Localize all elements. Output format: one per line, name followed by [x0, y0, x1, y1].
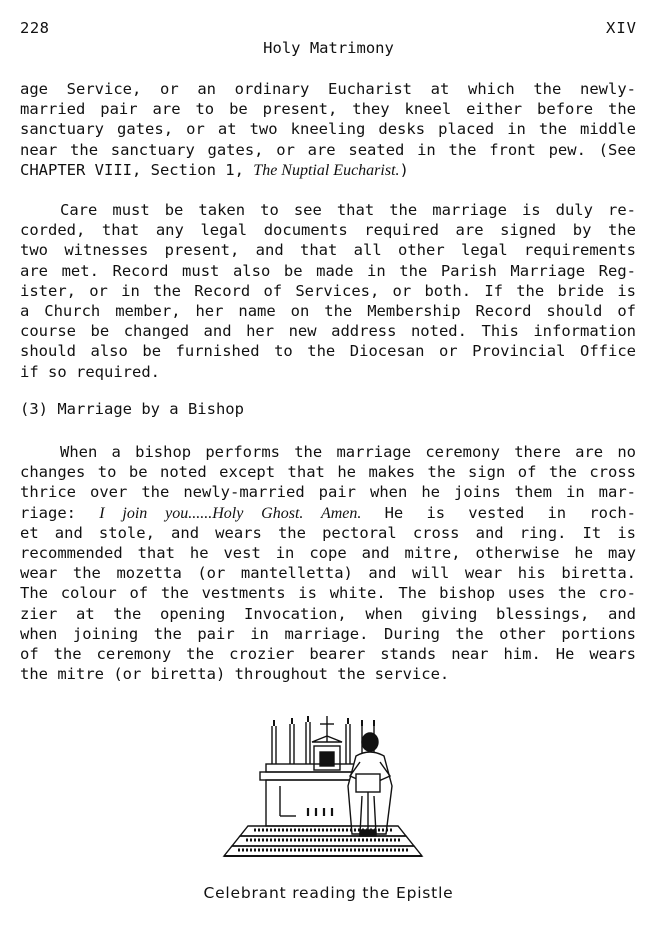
- text-run: CHAPTER VIII, Section 1,: [20, 160, 254, 179]
- text-line: Care must be taken to see that the marriage is duly re-: [60, 201, 636, 219]
- page-number: 228: [20, 19, 50, 37]
- paragraph-records: [20, 200, 636, 382]
- text-line: corded, that any legal documents required are signed by the: [20, 221, 636, 240]
- text-line: et and stole, and wears the pectoral cross and ring. It is: [20, 523, 636, 542]
- text-line: changes to be noted except that he makes the sign of the cross: [20, 463, 636, 482]
- text-line: [20, 160, 636, 180]
- text-run: ): [399, 160, 409, 179]
- text-line: are met. Record must also be made in the Parish Marriage Reg-: [20, 261, 636, 280]
- text-run: He is vested in roch-: [361, 503, 636, 522]
- text-line: recommended that he vest in cope and mitre, otherwise he may: [20, 543, 636, 562]
- celebrant-figure: [348, 733, 392, 836]
- altar-illustration: [210, 712, 440, 867]
- text-line: if so required.: [20, 362, 160, 381]
- text-line: age Service, or an ordinary Eucharist at which the newly-: [20, 80, 636, 98]
- text-line: course be changed and her new address noted. This information: [20, 322, 636, 341]
- text-run: riage:: [20, 503, 100, 522]
- text-line: the mitre (or biretta) throughout the service.: [20, 665, 450, 684]
- altar-steps: [224, 826, 422, 856]
- text-line: thrice over the newly-married pair when he joins them in mar-: [20, 483, 636, 502]
- text-line: of the ceremony the crozier bearer stands near him. He wears: [20, 644, 636, 663]
- text-line: [20, 503, 636, 523]
- running-title: Holy Matrimony: [263, 39, 394, 57]
- text-line: married pair are to be present, they kneel either before the: [20, 100, 636, 119]
- italic-formula: I join you......Holy Ghost. Amen.: [99, 504, 362, 522]
- text-line: when joining the pair in marriage. During the other portions: [20, 624, 636, 643]
- section-heading: (3) Marriage by a Bishop: [20, 400, 244, 418]
- crucifix: [312, 716, 342, 742]
- text-line: wear the mozetta (or mantelletta) and will wear his biretta.: [20, 564, 636, 583]
- text-line: a Church member, her name on the Membership Record should of: [20, 301, 636, 320]
- text-line: should also be furnished to the Diocesan or Provincial Office: [20, 342, 636, 361]
- text-line: near the sanctuary gates, or are seated in the front pew. (See: [20, 140, 636, 159]
- italic-reference: The Nuptial Eucharist.: [253, 161, 400, 179]
- figure-caption: Celebrant reading the Epistle: [203, 884, 454, 902]
- paragraph-bishop: [20, 442, 636, 684]
- text-line: The colour of the vestments is white. The bishop uses the cro-: [20, 584, 636, 603]
- text-line: When a bishop performs the marriage ceremony there are no: [60, 443, 636, 461]
- text-line: zier at the opening Invocation, when giving blessings, and: [20, 604, 636, 623]
- paragraph-continuation: [20, 79, 636, 180]
- text-line: sanctuary gates, or at two kneeling desks placed in the middle: [20, 120, 636, 139]
- text-line: two witnesses present, and that all other legal requirements: [20, 241, 636, 260]
- text-line: ister, or in the Record of Services, or both. If the bride is: [20, 281, 636, 300]
- chapter-number: XIV: [606, 19, 637, 37]
